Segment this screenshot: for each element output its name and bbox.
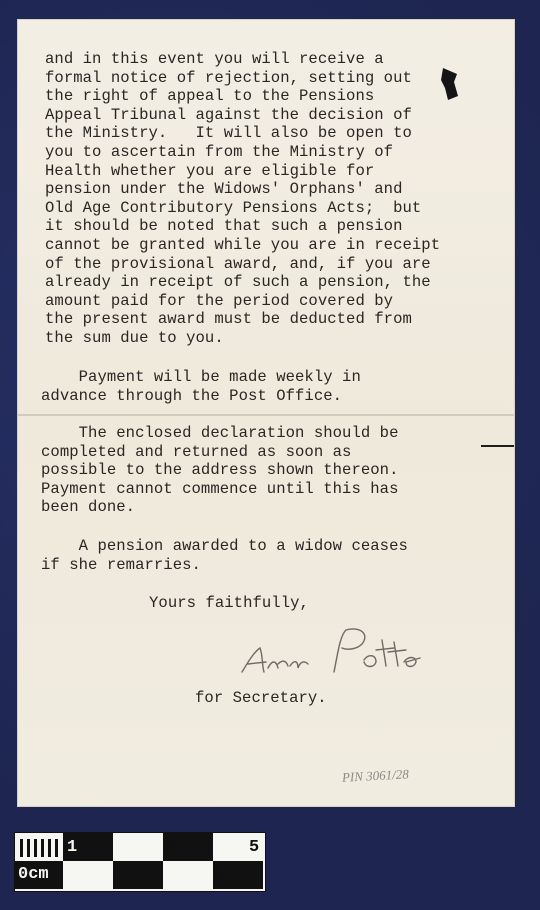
handwritten-signature	[238, 622, 428, 682]
signatory-role: for Secretary.	[195, 689, 327, 707]
scale-label-4: 4	[215, 866, 226, 885]
letter-closing: Yours faithfully,	[149, 594, 309, 612]
scale-label-3: 3	[167, 838, 178, 857]
letter-paragraph-1: and in this event you will receive a formal notice of rejection, setting out the right of appeal to the Pensions Appeal Tribunal against the decision of the Ministry. It will also be open to you to ascertain from the Ministry of Health whether you are eligible for pension under the Widows' Orphans' and Old Age Contributory Pensions Acts; but it should be noted that such a pension cannot be granted while you are in receipt of the provisional award, and, if you are already in receipt of such a pension, the amount paid for the period covered by the present award must be deducted from the sum due to you.	[45, 50, 441, 347]
letter-paragraph-2: Payment will be made weekly in advance through the Post Office.	[41, 368, 361, 405]
letter-paragraph-4: A pension awarded to a widow ceases if she remarries.	[41, 537, 408, 574]
scale-tick-marks	[18, 837, 62, 859]
scale-label-5: 5	[249, 838, 260, 857]
torn-hole-mark	[440, 66, 460, 102]
scale-label-2: 2	[117, 866, 128, 885]
scale-label-0cm: 0cm	[18, 865, 49, 884]
scale-bar	[14, 832, 266, 892]
letter-paragraph-3: The enclosed declaration should be completed and returned as soon as possible to the address shown thereon. Payment cannot commence until this has been done.	[41, 424, 399, 517]
scale-label-1: 1	[67, 838, 78, 857]
archive-reference: PIN 3061/28	[341, 766, 410, 785]
paper-fold-line	[18, 414, 514, 416]
margin-ink-mark	[481, 445, 514, 447]
